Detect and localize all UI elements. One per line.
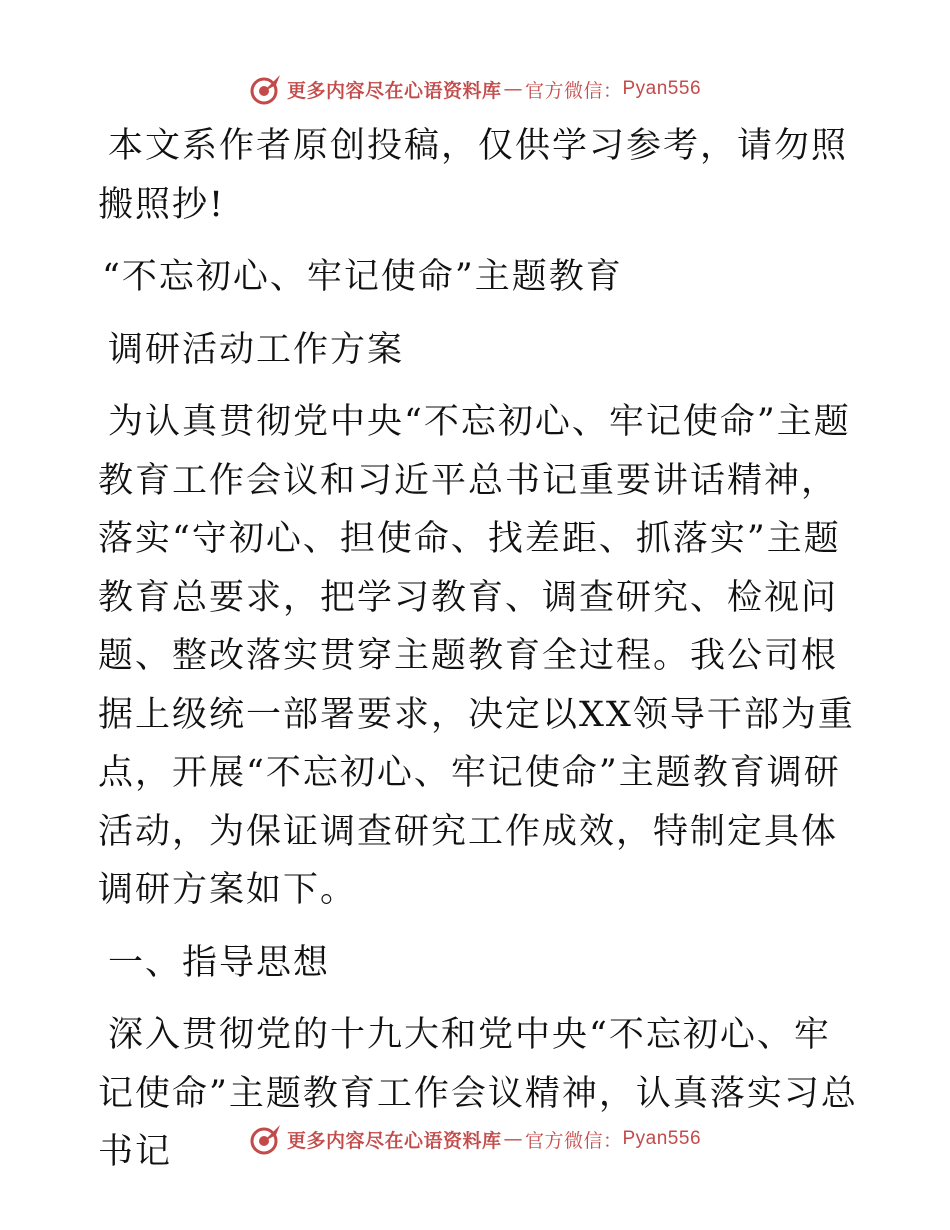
banner-wechat-label: 官方微信： [524,1129,623,1152]
intro-paragraph: 为认真贯彻党中央“不忘初心、牢记使命”主题教育工作会议和习近平总书记重要讲话精神，落实“守初心、担使命、找差距、抓落实”主题教育总要求，把学习教育、调查研究、检视问题、整改落实贯穿主题教育全过程。我公司根据上级统一部署要求，决定以XX领导干部为重点，开展“不忘初心、牢记使命”主题教育调研活动，为保证调查研究工作成效，特制定具体调研方案如下。 [98,402,855,910]
quill-logo-icon [249,72,283,106]
footer-banner [0,1122,950,1156]
document-body [98,117,858,1182]
banner-wechat-label: 官方微信： [524,79,623,102]
section-body-guiding-thought: 深入贯彻党的十九大和党中央“不忘初心、牢记使命”主题教育工作会议精神，认真落实习总书记 [98,1015,858,1172]
banner-dash: — [503,78,523,100]
quill-logo-icon [249,1122,283,1156]
header-banner [0,72,950,106]
document-title-line1: “不忘初心、牢记使命”主题教育 [102,257,623,297]
notice-text: 本文系作者原创投稿，仅供学习参考，请勿照搬照抄! [98,126,849,225]
banner-wechat-id: Pyan556 [622,78,702,99]
section-heading-guiding-thought: 一、指导思想 [108,942,331,983]
banner-site-text: 更多内容尽在心语资料库 [286,79,502,102]
banner-wechat-id: Pyan556 [622,1128,702,1149]
document-title-line2: 调研活动工作方案 [108,329,405,370]
banner-site-text: 更多内容尽在心语资料库 [286,1129,502,1152]
banner-dash: — [503,1128,523,1150]
